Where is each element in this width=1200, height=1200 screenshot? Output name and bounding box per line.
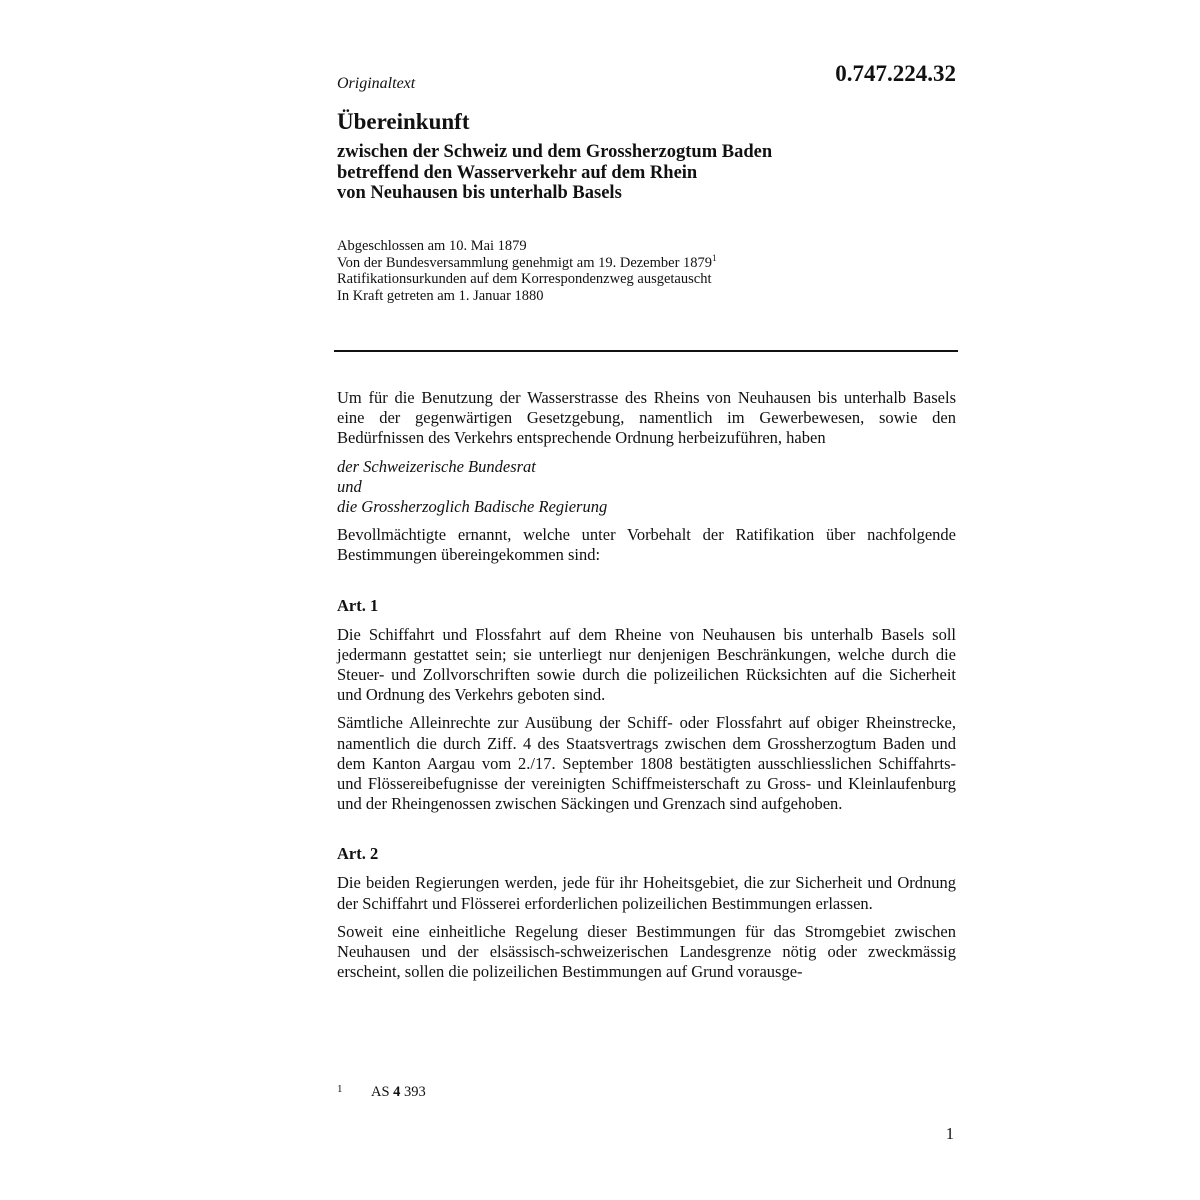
document-subtitle — [337, 142, 957, 204]
footnote — [337, 1080, 426, 1101]
article-paragraph: Soweit eine einheitliche Regelung dieser Bestimmungen für das Stromgebiet zwischen Neuhausen und der elsässisch-schweizerischen Landesgrenze nötig oder zweckmässig erscheint, sollen die polizeilichen Bestimmungen auf Grund vorausge- — [337, 921, 956, 982]
originaltext-label: Originaltext — [337, 75, 416, 92]
preamble-closing: Bevollmächtigte ernannt, welche unter Vorbehalt der Ratifikation über nachfolgende Bestimmungen übereingekommen sind: — [337, 525, 956, 565]
article-heading: Art. 1 — [337, 595, 379, 615]
document-title: Übereinkunft — [337, 109, 470, 134]
footnote-mark: 1 — [337, 1083, 343, 1095]
party-conjunction: und — [337, 476, 362, 496]
document-number: 0.747.224.32 — [835, 61, 956, 86]
footnote-page: 393 — [400, 1084, 426, 1100]
page-number: 1 — [945, 1124, 954, 1143]
article-paragraph: Die Schiffahrt und Flossfahrt auf dem Rheine von Neuhausen bis unterhalb Basels soll jedermann gestattet sein; sie unterliegt nur denjenigen Beschränkungen, welche durch die Steuer- und Zollvorschriften sowie durch die polizeilichen Rücksichten auf die Sicherheit und Ordnung des Verkehrs geboten sind. — [337, 624, 956, 705]
party-swiss: der Schweizerische Bundesrat — [337, 456, 536, 476]
concluded-date: Abgeschlossen am 10. Mai 1879 — [337, 238, 527, 254]
article-paragraph: Sämtliche Alleinrechte zur Ausübung der Schiff- oder Flossfahrt auf obiger Rheinstrecke, namentlich die durch Ziff. 4 des Staatsvertrags zwischen dem Grossherzogtum Baden und dem Kanton Aargau vom 2./17. September 1808 bestätigten ausschliesslichen Schiffahrts- und Flössereibefugnisse der vereinigten Schiffmeisterschaft zu Gross- und Kleinlaufenburg und der Rheingenossen zwischen Säckingen und Grenzach sind aufgehoben. — [337, 713, 956, 814]
in-force-date: In Kraft getreten am 1. Januar 1880 — [337, 287, 544, 304]
subtitle-line: zwischen der Schweiz und dem Grossherzogtum Baden — [337, 142, 773, 162]
footnote-source: AS — [371, 1084, 394, 1100]
approval-date: Von der Bundesversammlung genehmigt am 19. Dezember 1879 — [337, 254, 713, 271]
approval-line — [337, 252, 957, 272]
contracting-parties — [337, 457, 956, 518]
footnote-volume: 4 — [393, 1084, 401, 1100]
article-heading: Art. 2 — [337, 844, 379, 864]
party-baden: die Grossherzoglich Badische Regierung — [337, 497, 608, 517]
document-body — [337, 388, 956, 990]
footnote-reference[interactable]: 1 — [712, 252, 717, 263]
article-paragraph: Die beiden Regierungen werden, jede für ihr Hoheitsgebiet, die zur Sicherheit und Ordnung der Schiffahrt und Flösserei erforderlichen polizeilichen Bestimmungen erlassen. — [337, 873, 956, 913]
subtitle-line: von Neuhausen bis unterhalb Basels — [337, 183, 622, 203]
ratification-line: Ratifikationsurkunden auf dem Korrespondenzweg ausgetauscht — [337, 271, 712, 287]
preamble-intro: Um für die Benutzung der Wasserstrasse des Rheins von Neuhausen bis unterhalb Basels eine der gegenwärtigen Gesetzgebung, namentlich im Gewerbewesen, sowie den Bedürfnissen des Verkehrs entsprechende Ordnung herbeizuführen, haben — [337, 388, 956, 448]
treaty-metadata — [337, 238, 957, 304]
subtitle-line: betreffend den Wasserverkehr auf dem Rhein — [337, 162, 698, 183]
header-divider — [334, 350, 958, 352]
